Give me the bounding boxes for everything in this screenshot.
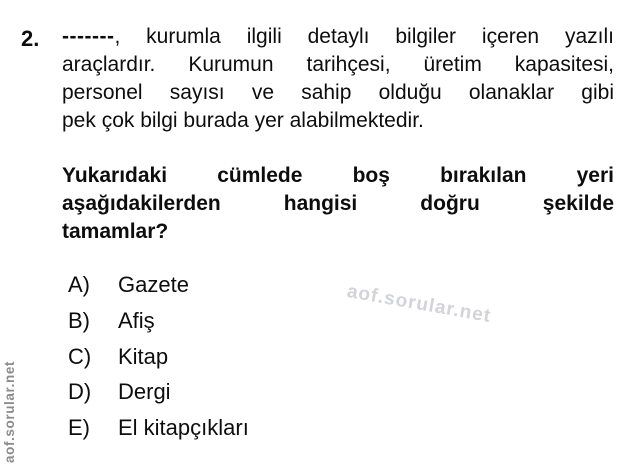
option-a	[68, 272, 249, 308]
option-d-text: Dergi	[118, 379, 171, 405]
option-e	[68, 415, 249, 451]
option-e-letter: E)	[68, 415, 90, 441]
option-e-text: El kitapçıkları	[118, 415, 249, 441]
question-prompt-line-2: aşağıdakilerden hangisi doğru şekilde	[62, 192, 614, 215]
option-c	[68, 344, 249, 380]
question-body-line-3: personel sayısı ve sahip olduğu olanaklar gibi	[62, 81, 614, 104]
option-d-letter: D)	[68, 379, 92, 405]
question-prompt-line-1: Yukarıdaki cümlede boş bırakılan yeri	[62, 164, 614, 187]
options-list	[68, 272, 249, 451]
question-body-line-4: pek çok bilgi burada yer alabilmektedir.	[62, 109, 424, 132]
question-body-line-2: araçlardır. Kurumun tarihçesi, üretim kapasitesi,	[62, 53, 614, 76]
option-a-letter: A)	[68, 272, 90, 297]
question-body-line-1-text: , kurumla ilgili detaylı bilgiler içeren yazılı	[114, 25, 614, 48]
question-prompt-line-3: tamamlar?	[62, 220, 169, 243]
question-body	[62, 23, 614, 135]
option-d	[68, 379, 249, 415]
option-c-text: Kitap	[118, 343, 169, 369]
watermark-diagonal: aof.sorular.net	[345, 281, 493, 328]
option-b-letter: B)	[68, 307, 90, 333]
question-body-line-1	[62, 23, 614, 51]
option-a-text: Gazete	[118, 272, 189, 297]
option-c-letter: C)	[68, 343, 92, 369]
watermark-vertical: aof.sorular.net	[2, 360, 17, 463]
question-prompt	[62, 162, 614, 246]
blank-dashes: -------	[62, 25, 115, 48]
option-b	[68, 308, 249, 344]
question-number: 2.	[21, 26, 40, 51]
option-b-text: Afiş	[118, 307, 155, 333]
